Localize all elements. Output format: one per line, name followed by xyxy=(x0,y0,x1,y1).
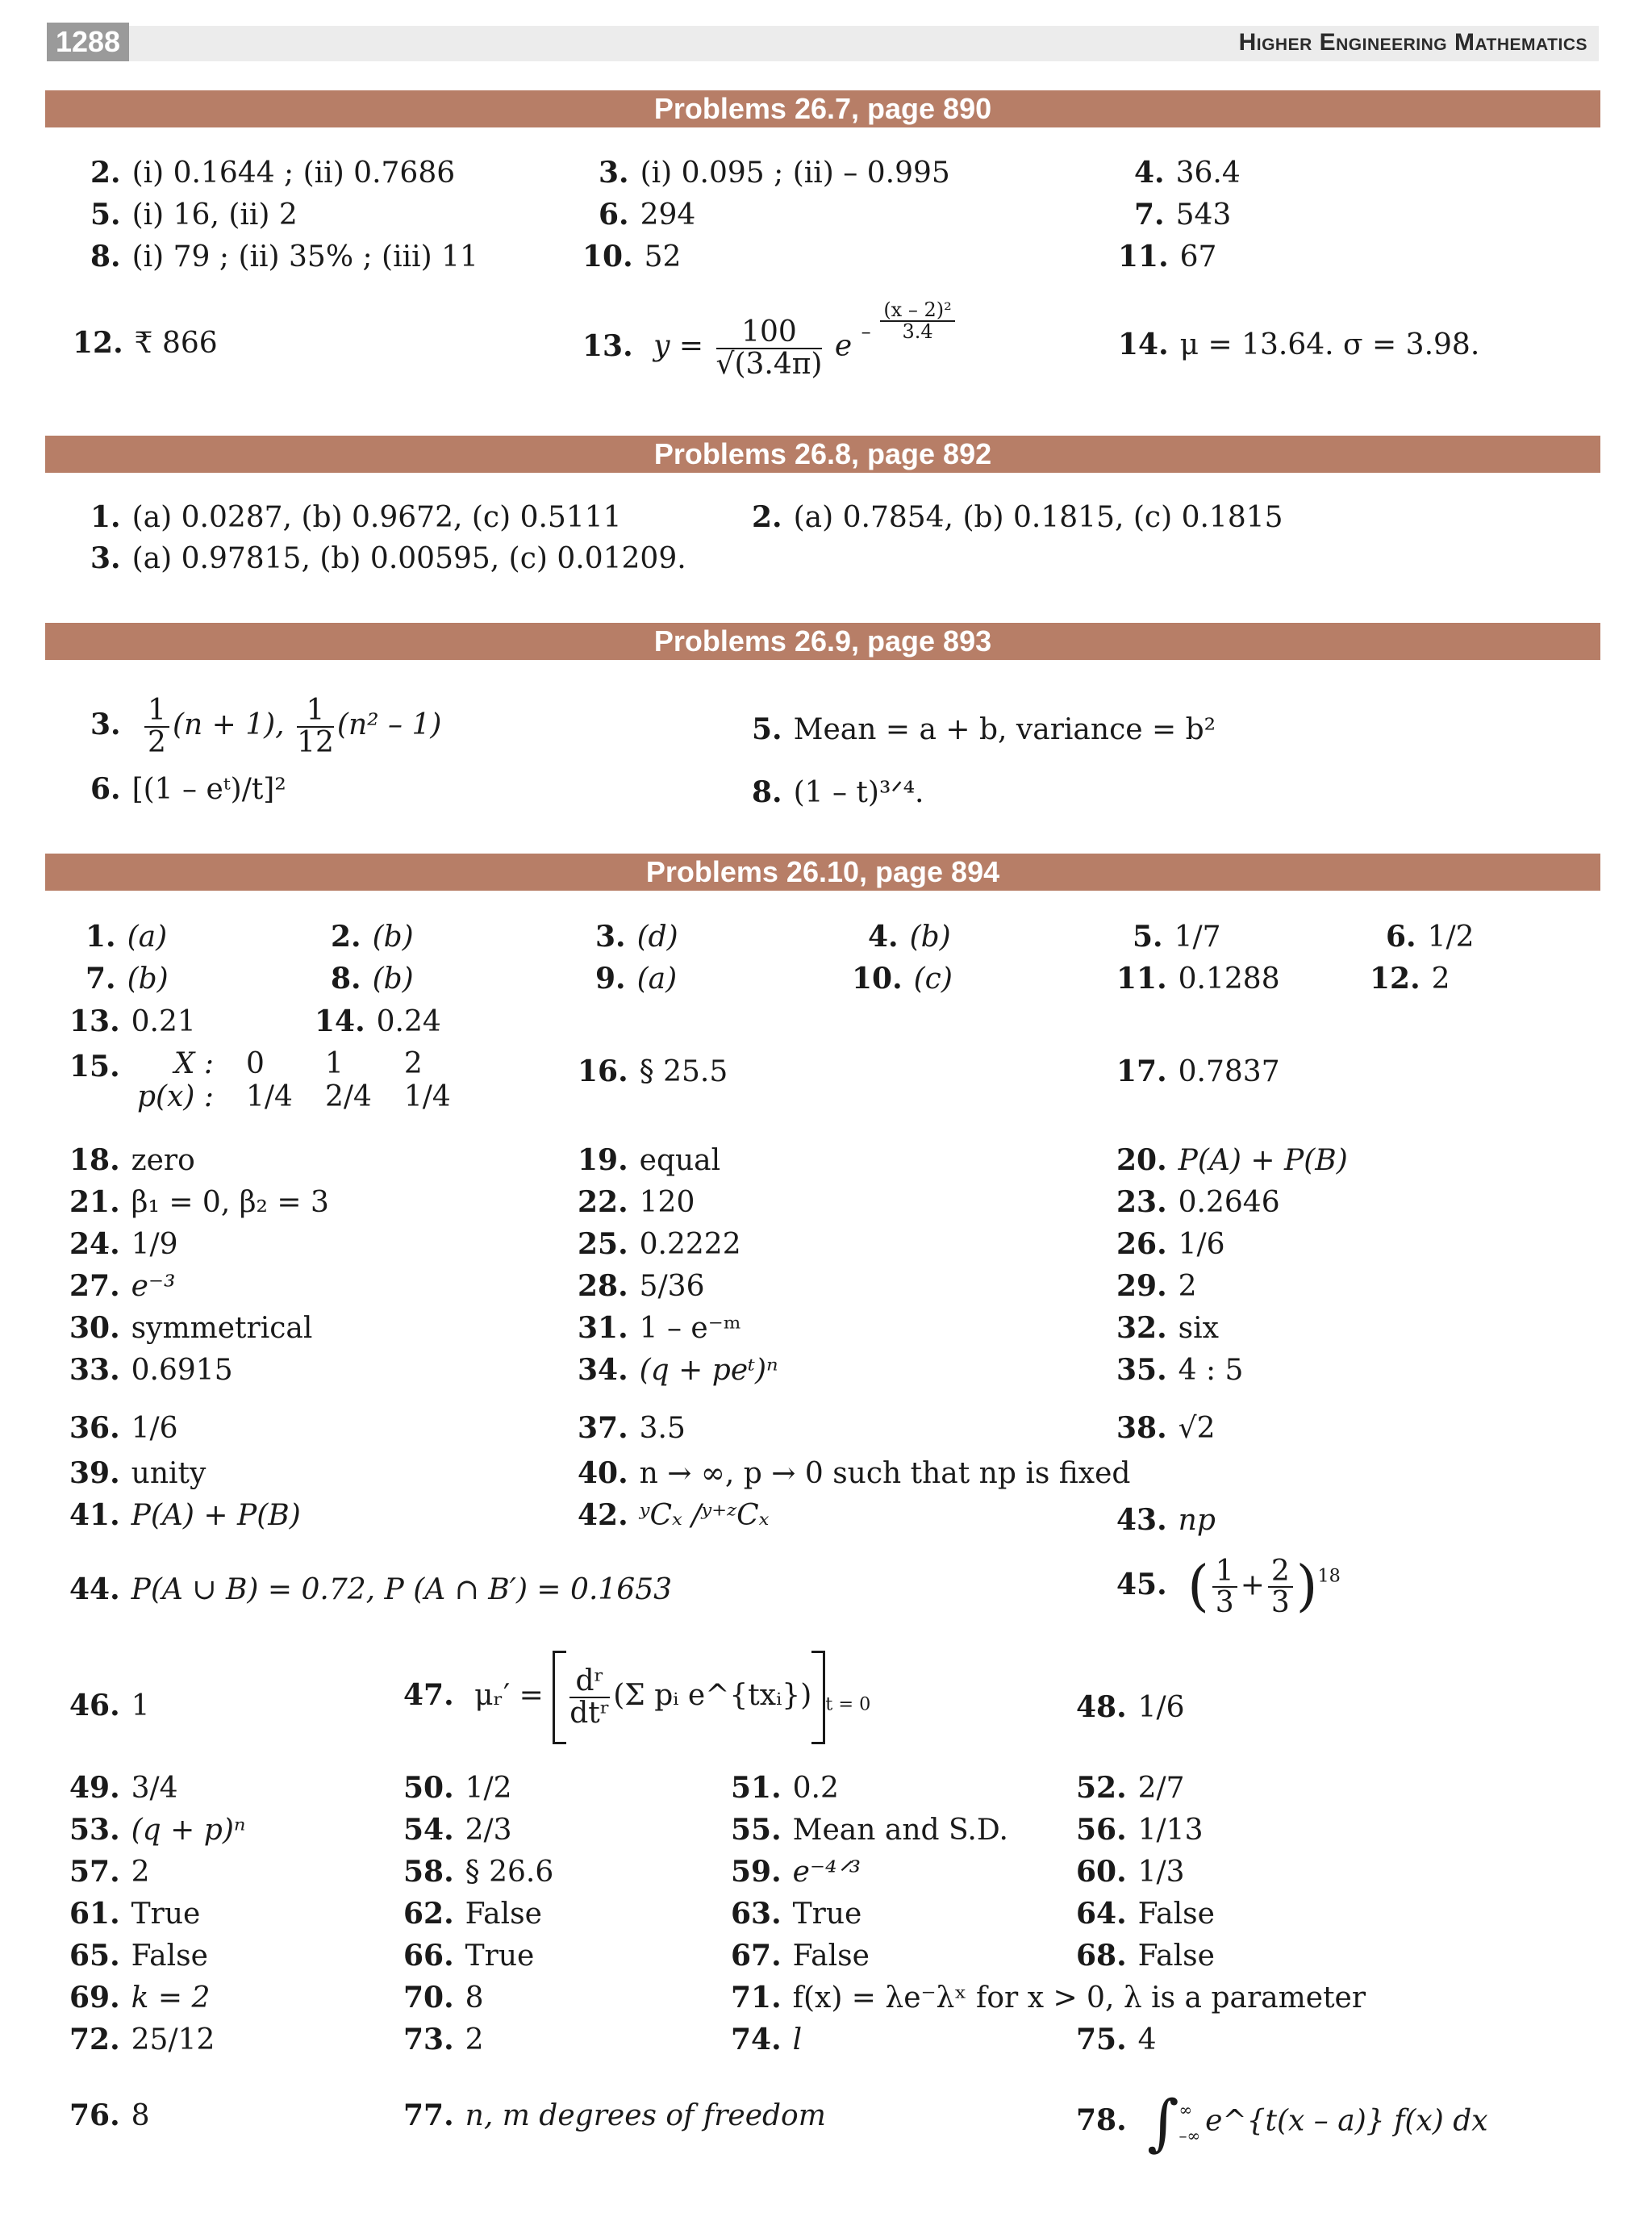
answer-item: 66. True xyxy=(403,1939,535,1973)
answer-item: 16. § 25.5 xyxy=(578,1054,728,1088)
item-text: (a) 0.7854, (b) 0.1815, (c) 0.1815 xyxy=(793,501,1283,534)
answer-item: 76. 8 xyxy=(69,2098,150,2132)
answer-item: 51. 0.2 xyxy=(731,1771,839,1805)
item-text: (i) 0.095 ; (ii) – 0.995 xyxy=(640,157,950,190)
answer-item: 10. (c) xyxy=(852,962,953,996)
item-text: 543 xyxy=(1175,198,1232,232)
item-number: 12. xyxy=(73,326,123,360)
fraction: $\frac{\text{dʳ}}{\text{dtʳ}}$ xyxy=(569,1664,611,1730)
answer-item: 40. n → ∞, p → 0 such that np is fixed xyxy=(578,1456,1131,1490)
fraction xyxy=(716,317,823,380)
answer-item: 67. False xyxy=(731,1939,870,1973)
answer-item: 60. 1/3 xyxy=(1076,1855,1185,1889)
answer-item: 61. True xyxy=(69,1897,201,1931)
exponent-denominator: 3.4 xyxy=(902,320,933,344)
item-text: 67 xyxy=(1179,240,1217,273)
answer-item: 5. 1/7 xyxy=(1133,920,1221,954)
answer-item: 46. 1 xyxy=(69,1689,150,1722)
answer-item: 44. P(A ∪ B) = 0.72, P (A ∩ B′) = 0.1653 xyxy=(69,1572,672,1606)
answer-item: 39. unity xyxy=(69,1456,206,1490)
answer-item xyxy=(1134,198,1231,232)
answer-item: 71. f(x) = λe⁻λˣ for x > 0, λ is a parameter xyxy=(731,1981,1366,2015)
item-text: (1 – t)³ᐟ⁴. xyxy=(793,776,924,809)
answer-item xyxy=(599,198,695,232)
answer-item: 25. 0.2222 xyxy=(578,1227,741,1261)
fraction: $\frac{2}{3}$ xyxy=(1268,1556,1293,1619)
exponent: – $\frac{\text{(x – 2)²}}{3.4}$ xyxy=(861,300,958,342)
answer-item: 20. P(A) + P(B) xyxy=(1116,1143,1348,1177)
item-text: 294 xyxy=(640,198,696,232)
section-heading: Problems 26.10, page 894 xyxy=(45,854,1600,891)
formula-lhs: y = xyxy=(653,329,704,363)
answer-item: 34. (q + peᵗ)ⁿ xyxy=(578,1353,778,1387)
answer-item: 62. False xyxy=(403,1897,542,1931)
answer-item: 58. § 26.6 xyxy=(403,1855,554,1889)
answer-item: 13. 0.21 xyxy=(69,1004,196,1038)
answer-item: 38. √2 xyxy=(1116,1411,1216,1445)
answer-item-formula: 78. ∫ ∞ –∞ e^{t(x – a)} f(x) dx xyxy=(1076,2087,1488,2158)
item-number: 7. xyxy=(1134,198,1165,232)
book-title: Higher Engineering Mathematics xyxy=(1238,29,1587,56)
item-text: (i) 16, (ii) 2 xyxy=(131,198,298,232)
item-text: (a) 0.97815, (b) 0.00595, (c) 0.01209. xyxy=(131,542,686,575)
answer-item-formula: 45. ( $\frac{1}{3}$ + $\frac{2}{3}$ )$^{18}$ xyxy=(1116,1554,1341,1620)
item-text: [(1 – eᵗ)/t]² xyxy=(131,773,286,806)
answer-item: 31. 1 – e⁻ᵐ xyxy=(578,1311,741,1345)
answer-item: 42. ʸCₓ /ʸ⁺ᶻCₓ xyxy=(578,1498,770,1532)
section-heading: Problems 26.9, page 893 xyxy=(45,623,1600,660)
answer-item: 68. False xyxy=(1076,1939,1215,1973)
answer-item: 4. (b) xyxy=(868,920,951,954)
answer-item: 57. 2 xyxy=(69,1855,150,1889)
item-number: 11. xyxy=(1118,240,1169,273)
item-text: 52 xyxy=(644,240,682,273)
answer-item: 7. (b) xyxy=(86,962,169,996)
item-text: ₹ 866 xyxy=(134,327,218,360)
answer-item: 52. 2/7 xyxy=(1076,1771,1185,1805)
answer-item: 64. False xyxy=(1076,1897,1215,1931)
answer-item: 1. (a) xyxy=(86,920,168,954)
exponent-numerator: (x – 2)² xyxy=(880,300,954,322)
answer-item-formula: 3. $\frac{1}{2}$ (n + 1), $\frac{1}{12}$ (n² – 1) xyxy=(90,694,442,759)
item-number: 10. xyxy=(582,240,633,273)
answer-item xyxy=(90,198,298,232)
answer-item: 30. symmetrical xyxy=(69,1311,313,1345)
item-number: 3. xyxy=(90,707,121,741)
item-text: (i) 0.1644 ; (ii) 0.7686 xyxy=(131,157,456,190)
answer-item: 55. Mean and S.D. xyxy=(731,1813,1008,1847)
answer-item: 77. n, m degrees of freedom xyxy=(403,2098,826,2132)
answer-item xyxy=(90,157,455,190)
item-number: 13. xyxy=(582,328,633,363)
answer-item: 3. (d) xyxy=(595,920,678,954)
answer-item: 69. k = 2 xyxy=(69,1981,211,2015)
answer-item xyxy=(582,240,681,273)
answer-item: 73. 2 xyxy=(403,2023,484,2056)
item-number: 14. xyxy=(1118,328,1169,361)
answer-item: 35. 4 : 5 xyxy=(1116,1353,1244,1387)
item-number: 8. xyxy=(90,240,121,273)
answer-item: 9. (a) xyxy=(595,962,678,996)
item-number: 5. xyxy=(752,712,782,746)
answer-item xyxy=(90,773,286,806)
exponent-fraction xyxy=(880,300,954,342)
answer-item: 70. 8 xyxy=(403,1981,484,2015)
exponent: 18 xyxy=(1317,1565,1341,1587)
fraction: $\frac{1}{3}$ xyxy=(1212,1556,1237,1619)
answer-item: 41. P(A) + P(B) xyxy=(69,1498,301,1532)
answer-item: 37. 3.5 xyxy=(578,1411,686,1445)
answer-item-formula xyxy=(582,300,958,379)
item-text: (a) 0.0287, (b) 0.9672, (c) 0.5111 xyxy=(131,501,622,534)
answer-item xyxy=(752,713,1216,746)
item-text: (i) 79 ; (ii) 35% ; (iii) 11 xyxy=(131,240,478,273)
item-number: 3. xyxy=(90,541,121,575)
answer-item: 26. 1/6 xyxy=(1116,1227,1225,1261)
answer-item: 72. 25/12 xyxy=(69,2023,215,2056)
answer-item: 28. 5/36 xyxy=(578,1269,705,1303)
answer-item: 18. zero xyxy=(69,1143,195,1177)
answer-item: 19. equal xyxy=(578,1143,721,1177)
item-number: 2. xyxy=(752,500,782,534)
answer-item: 6. 1/2 xyxy=(1386,920,1475,954)
answer-item xyxy=(90,240,478,273)
numerator: 100 xyxy=(716,317,823,349)
answer-item: 49. 3/4 xyxy=(69,1771,178,1805)
item-text: 36.4 xyxy=(1175,157,1241,190)
item-text: Mean = a + b, variance = b² xyxy=(793,713,1216,746)
item-number: 1. xyxy=(90,500,121,534)
answer-item: 24. 1/9 xyxy=(69,1227,178,1261)
probability-table: X : 0 1 2 p(x) : 1/4 2/4 1/4 xyxy=(137,1047,451,1113)
answer-item-formula: 47. μᵣ′ = $\frac{\text{dʳ}}{\text{dtʳ}}$ (Σ pᵢ e^{txᵢ}) $_{t = 0}$ xyxy=(403,1651,870,1744)
answer-item: 65. False xyxy=(69,1939,208,1973)
answer-item: 17. 0.7837 xyxy=(1116,1054,1280,1088)
answer-item: 32. six xyxy=(1116,1311,1219,1345)
answer-item xyxy=(1134,157,1241,190)
item-number: 5. xyxy=(90,198,121,232)
answer-item: 8. (b) xyxy=(331,962,414,996)
answer-item: 27. e⁻³ xyxy=(69,1269,176,1303)
section-heading: Problems 26.8, page 892 xyxy=(45,436,1600,473)
answer-item: 14. 0.24 xyxy=(315,1004,441,1038)
answer-item: 74. l xyxy=(731,2023,803,2056)
item-text: μ = 13.64. σ = 3.98. xyxy=(1179,328,1480,361)
answer-item: 43. np xyxy=(1116,1503,1216,1537)
answer-item: 59. e⁻⁴ᐟ³ xyxy=(731,1855,861,1889)
exp-base: e xyxy=(834,329,853,363)
answer-item: 36. 1/6 xyxy=(69,1411,178,1445)
fraction: $\frac{1}{2}$ xyxy=(144,695,169,758)
answer-item: 11. 0.1288 xyxy=(1116,962,1280,996)
answer-item xyxy=(90,501,622,534)
answer-item xyxy=(752,501,1283,534)
item-number: 3. xyxy=(599,156,629,190)
answer-item: 22. 120 xyxy=(578,1185,695,1219)
answer-item: 54. 2/3 xyxy=(403,1813,512,1847)
fraction: $\frac{1}{12}$ xyxy=(297,694,334,759)
answer-item: 75. 4 xyxy=(1076,2023,1157,2056)
page-number: 1288 xyxy=(47,23,129,61)
answer-item: 56. 1/13 xyxy=(1076,1813,1204,1847)
item-number: 6. xyxy=(599,198,629,232)
integral-limits: ∞ –∞ xyxy=(1179,2100,1201,2146)
answer-item: 12. 2 xyxy=(1370,962,1450,996)
answer-item: 23. 0.2646 xyxy=(1116,1185,1280,1219)
answer-item: 29. 2 xyxy=(1116,1269,1197,1303)
answer-item: 48. 1/6 xyxy=(1076,1690,1185,1724)
answer-item xyxy=(90,542,686,575)
integral-sign: ∫ xyxy=(1147,2087,1179,2158)
section-heading: Problems 26.7, page 890 xyxy=(45,90,1600,127)
item-number: 2. xyxy=(90,156,121,190)
answer-item xyxy=(599,157,950,190)
answer-item: 33. 0.6915 xyxy=(69,1353,233,1387)
answer-item: 53. (q + p)ⁿ xyxy=(69,1813,246,1847)
answer-item: 21. β₁ = 0, β₂ = 3 xyxy=(69,1185,329,1219)
answer-item: 63. True xyxy=(731,1897,862,1931)
answer-item xyxy=(73,327,218,360)
answer-item xyxy=(1118,328,1479,361)
answer-item xyxy=(752,776,924,809)
item-number: 8. xyxy=(752,775,782,809)
item-number: 4. xyxy=(1134,156,1165,190)
answer-item-table: 15. xyxy=(69,1050,120,1084)
answer-item: 50. 1/2 xyxy=(403,1771,512,1805)
denominator: √(3.4π) xyxy=(715,347,823,381)
item-number: 6. xyxy=(90,772,121,806)
answer-item xyxy=(1118,240,1216,273)
answer-item: 2. (b) xyxy=(331,920,414,954)
